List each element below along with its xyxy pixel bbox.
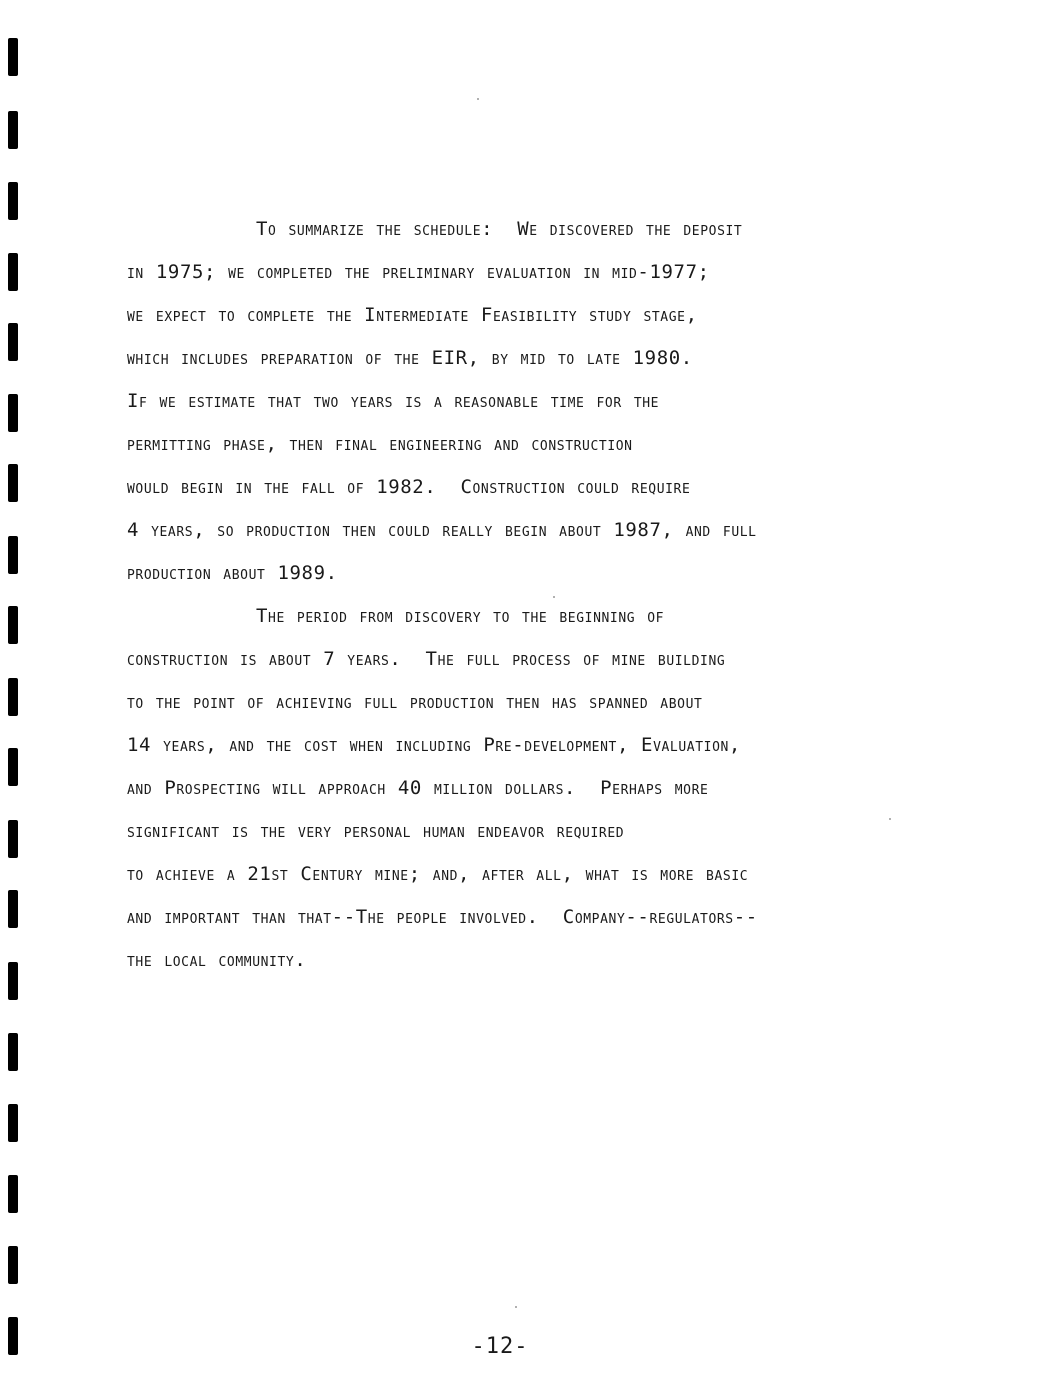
text-line: 4 years, so production then could really begin about 1987, and full (127, 519, 757, 541)
text-line: permitting phase, then final engineering and construction (127, 433, 633, 455)
text-line: to achieve a 21st Century mine; and, after all, what is more basic (127, 863, 749, 885)
binder-hole (8, 820, 18, 858)
binder-hole (8, 394, 18, 432)
binder-hole (8, 678, 18, 716)
document-body (127, 208, 1027, 982)
text-line: To summarize the schedule: We discovered the deposit (256, 218, 743, 240)
text-line: 14 years, and the cost when including Pre-development, Evaluation, (127, 734, 741, 756)
text-line: and Prospecting will approach 40 million dollars. Perhaps more (127, 777, 709, 799)
text-line: and important than that--The people involved. Company--regulators-- (127, 906, 758, 928)
binder-hole (8, 748, 18, 786)
text-line: If we estimate that two years is a reasonable time for the (127, 390, 660, 412)
text-line: we expect to complete the Intermediate Feasibility study stage, (127, 304, 698, 326)
binder-hole (8, 962, 18, 1000)
binder-hole (8, 606, 18, 644)
text-line: significant is the very personal human endeavor required (127, 820, 625, 842)
binder-hole (8, 38, 18, 76)
binder-hole (8, 253, 18, 291)
text-line: in 1975; we completed the preliminary evaluation in mid-1977; (127, 261, 710, 283)
binder-hole (8, 464, 18, 502)
text-line: The period from discovery to the beginning of (256, 605, 665, 627)
binder-hole (8, 182, 18, 220)
binder-holes (8, 0, 22, 1380)
binder-hole (8, 1033, 18, 1071)
binder-hole (8, 111, 18, 149)
text-line: construction is about 7 years. The full process of mine building (127, 648, 726, 670)
text-line: would begin in the fall of 1982. Construction could require (127, 476, 691, 498)
text-line: which includes preparation of the EIR, by mid to late 1980. (127, 347, 693, 369)
text-line: to the point of achieving full production then has spanned about (127, 691, 703, 713)
text-line: production about 1989. (127, 562, 338, 584)
scan-speck (515, 1306, 517, 1308)
paragraph (127, 208, 1027, 595)
text-line: the local community. (127, 949, 307, 971)
binder-hole (8, 536, 18, 574)
binder-hole (8, 1246, 18, 1284)
paragraph (127, 595, 1027, 982)
scan-speck (477, 98, 479, 100)
binder-hole (8, 890, 18, 928)
page-number: -12- (471, 1334, 529, 1359)
binder-hole (8, 1175, 18, 1213)
binder-hole (8, 323, 18, 361)
binder-hole (8, 1104, 18, 1142)
